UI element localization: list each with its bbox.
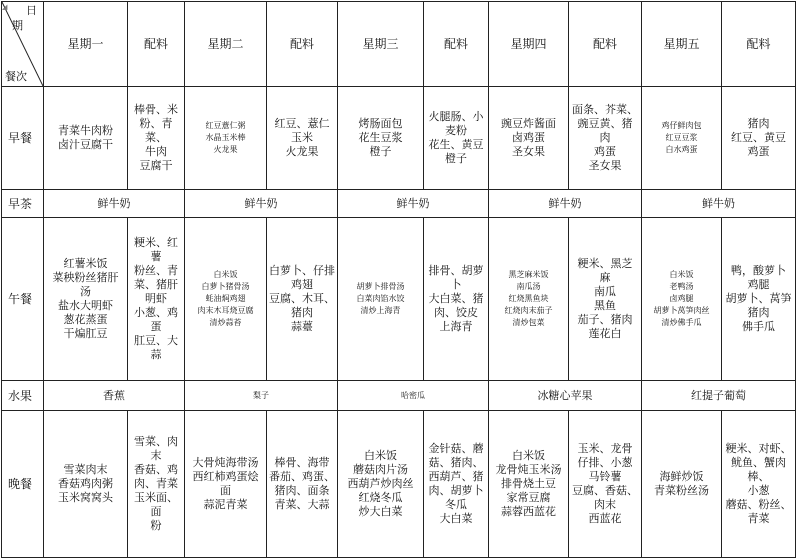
dinner-ingredients-wed: 金针菇、蘑 菇、猪肉、 西葫芦、猪 肉、胡萝卜 冬瓜 大白菜 (424, 411, 489, 558)
day-header-mon: 星期一 (44, 2, 128, 87)
breakfast-dish-thu: 豌豆炸酱面 卤鸡蛋 圣女果 (489, 87, 569, 190)
corner-day-label-1: 日 (26, 4, 37, 17)
fruit-mon: 香蕉 (44, 381, 185, 411)
dinner-dish-tue: 大骨炖海带汤 西红柿鸡蛋烩 面 蒜泥青菜 (185, 411, 267, 558)
breakfast-dish-mon: 青菜牛肉粉 卤汁豆腐干 (44, 87, 128, 190)
day-header-thu: 星期四 (489, 2, 569, 87)
pairing-header-fri: 配料 (722, 2, 796, 87)
breakfast-dish-fri: 鸡仔鲜肉包 红豆豆浆 白水鸡蛋 (642, 87, 722, 190)
pairing-header-mon: 配料 (128, 2, 185, 87)
morning-tea-mon: 鲜牛奶 (44, 190, 185, 218)
weekly-menu-table (1, 1, 796, 558)
corner-day-label-2: 期 (12, 19, 23, 32)
pairing-header-tue: 配料 (267, 2, 338, 87)
day-header-wed: 星期三 (338, 2, 424, 87)
lunch-ingredients-thu: 粳米、黑芝 麻 南瓜 黑鱼 茄子、猪肉 莲花白 (569, 218, 642, 381)
lunch-row (2, 218, 796, 381)
fruit-row (2, 381, 796, 411)
day-header-tue: 星期二 (185, 2, 267, 87)
breakfast-ingredients-fri: 猪肉 红豆、黄豆 鸡蛋 (722, 87, 796, 190)
fruit-thu: 冰糖心苹果 (489, 381, 642, 411)
breakfast-ingredients-wed: 火腿肠、小 麦粉 花生、黄豆 橙子 (424, 87, 489, 190)
lunch-ingredients-tue: 白萝卜、仔排 鸡翅 豆腐、木耳、 猪肉 蒜薹 (267, 218, 338, 381)
breakfast-ingredients-thu: 面条、芥菜、 豌豆黄、猪 肉 鸡蛋 圣女果 (569, 87, 642, 190)
meal-label-breakfast: 早餐 (2, 87, 44, 190)
morning-tea-row (2, 190, 796, 218)
dinner-row (2, 411, 796, 558)
fruit-tue: 梨子 (185, 381, 338, 411)
lunch-ingredients-fri: 鸭，酸萝卜 鸡腿 胡萝卜、莴笋 猪肉 佛手瓜 (722, 218, 796, 381)
day-header-fri: 星期五 (642, 2, 722, 87)
pairing-header-thu: 配料 (569, 2, 642, 87)
fruit-fri: 红提子葡萄 (642, 381, 796, 411)
breakfast-dish-wed: 烤肠面包 花生豆浆 橙子 (338, 87, 424, 190)
meal-label-dinner: 晚餐 (2, 411, 44, 558)
dinner-dish-thu: 白米饭 龙骨炖玉米汤 排骨烧土豆 家常豆腐 蒜蓉西蓝花 (489, 411, 569, 558)
morning-tea-tue: 鲜牛奶 (185, 190, 338, 218)
fruit-wed: 哈密瓜 (338, 381, 489, 411)
dinner-ingredients-mon: 雪菜、肉末 香菇、鸡 肉、青菜 玉米面、面 粉 (128, 411, 185, 558)
dinner-ingredients-fri: 粳米、对虾、 鱿鱼、蟹肉棒、 小葱 蘑菇、粉丝、 青菜 (722, 411, 796, 558)
dinner-dish-fri: 海鲜炒饭 青菜粉丝汤 (642, 411, 722, 558)
morning-tea-thu: 鲜牛奶 (489, 190, 642, 218)
meal-label-fruit: 水果 (2, 381, 44, 411)
breakfast-row (2, 87, 796, 190)
lunch-ingredients-mon: 粳米、红薯 粉丝、青 菜、猪肝 明虾 小葱、鸡蛋 肛豆、大蒜 (128, 218, 185, 381)
lunch-dish-thu: 黑芝麻米饭 南瓜汤 红烧黑鱼块 红烧肉末茄子 清炒包菜 (489, 218, 569, 381)
meal-label-morning-tea: 早茶 (2, 190, 44, 218)
breakfast-ingredients-tue: 红豆、薏仁 玉米 火龙果 (267, 87, 338, 190)
breakfast-ingredients-mon: 棒骨、米 粉、青菜、 牛肉 豆腐干 (128, 87, 185, 190)
dinner-dish-mon: 雪菜肉末 香菇鸡肉粥 玉米窝窝头 (44, 411, 128, 558)
breakfast-dish-tue: 红豆薏仁粥 水晶玉米棒 火龙果 (185, 87, 267, 190)
lunch-dish-fri: 白米饭 老鸭汤 卤鸡腿 胡萝卜莴笋肉丝 清炒佛手瓜 (642, 218, 722, 381)
lunch-dish-mon: 红薯米饭 菜秧粉丝猪肝 汤 盐水大明虾 葱花蒸蛋 干煸肛豆 (44, 218, 128, 381)
meal-label-lunch: 午餐 (2, 218, 44, 381)
dinner-ingredients-thu: 玉米、龙骨 仔排、小葱 马铃薯 豆腐、香菇、 肉末 西蓝花 (569, 411, 642, 558)
dinner-dish-wed: 白米饭 蘑菇肉片汤 西葫芦炒肉丝 红烧冬瓜 炒大白菜 (338, 411, 424, 558)
lunch-dish-wed: 胡萝卜排骨汤 白菜肉馅水饺 清炒上海青 (338, 218, 424, 381)
pairing-header-wed: 配料 (424, 2, 489, 87)
corner-mark-icon: ◢ (2, 3, 8, 11)
lunch-ingredients-wed: 排骨、胡萝 卜 大白菜、猪 肉、饺皮 上海青 (424, 218, 489, 381)
morning-tea-wed: 鲜牛奶 (338, 190, 489, 218)
morning-tea-fri: 鲜牛奶 (642, 190, 796, 218)
corner-meal-label: 餐次 (5, 70, 27, 83)
dinner-ingredients-tue: 棒骨、海带 番茄、鸡蛋、 猪肉、面条 青菜、大蒜 (267, 411, 338, 558)
lunch-dish-tue: 白米饭 白萝卜猪骨汤 蚝油焖鸡翅 肉末木耳烧豆腐 清炒蒜苔 (185, 218, 267, 381)
corner-cell (2, 2, 44, 87)
header-row (2, 2, 796, 87)
